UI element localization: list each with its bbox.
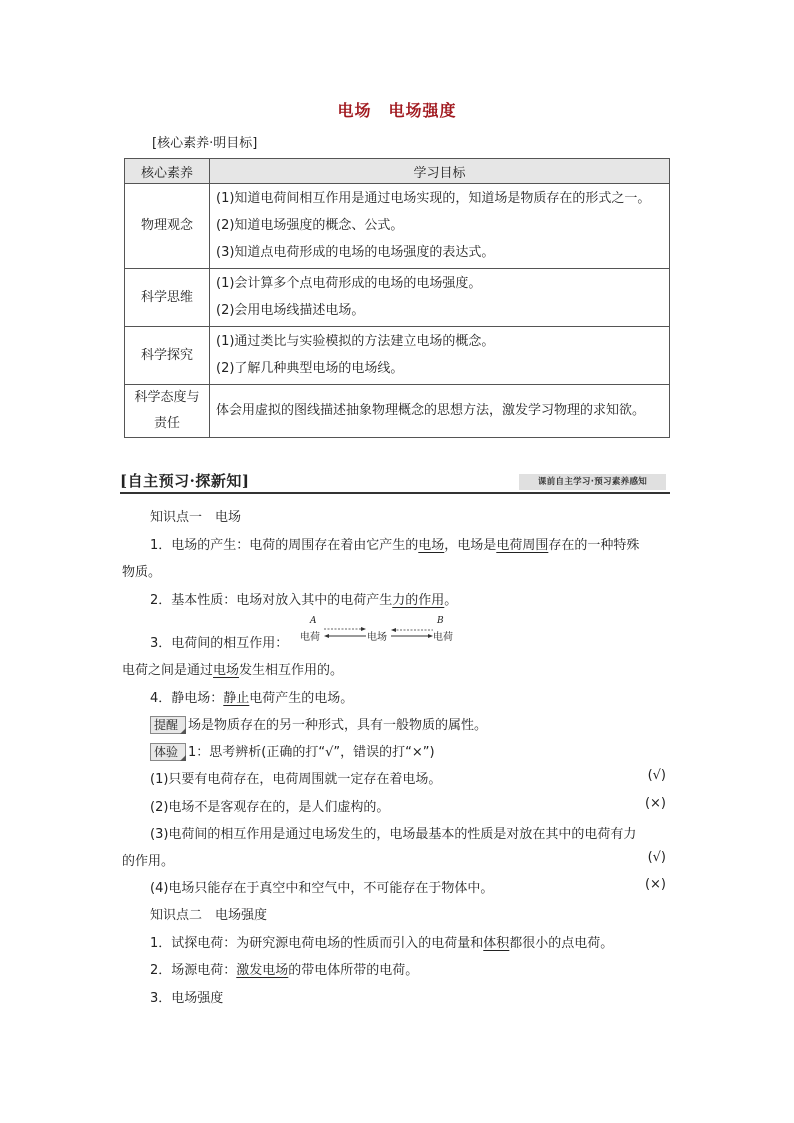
field-mid: 电场 <box>367 632 387 643</box>
kp2-item-3: 3．电场强度 <box>150 991 224 1006</box>
answer-mark: (×) <box>644 877 666 892</box>
answer-blank: 激发电场 <box>236 963 289 978</box>
experience-tag: 体验 <box>150 743 186 761</box>
text: 存在的一种特殊 <box>548 538 640 553</box>
text: 发生相互作用的。 <box>239 663 344 678</box>
answer-mark: (√) <box>647 768 666 783</box>
experience-text: 1：思考辨析(正确的打“√”，错误的打“×”) <box>188 745 435 760</box>
text: 1．试探电荷：为研究源电荷电场的性质而引入的电荷量和 <box>150 936 484 951</box>
kp1-item-3-cont <box>122 659 670 678</box>
question-4 <box>122 877 670 896</box>
text: ，电场是 <box>444 538 497 553</box>
goal-item: (1)通过类比与实验模拟的方法建立电场的概念。 <box>216 334 495 349</box>
kp1-item-2 <box>122 589 670 608</box>
tip-text: 场是物质存在的另一种形式，具有一般物质的属性。 <box>188 718 488 733</box>
goal-item: 体会用虚拟的图线描述抽象物理概念的思想方法，激发学习物理的求知欲。 <box>216 403 646 418</box>
literacy-name: 科学思维 <box>125 269 210 327</box>
question-1 <box>122 768 670 787</box>
literacy-name: 物理观念 <box>125 184 210 269</box>
answer-blank: 静止 <box>223 691 250 706</box>
table-header-row <box>125 159 670 184</box>
text: 2．场源电荷： <box>150 963 237 978</box>
section-tag: 课前自主学习·预习素养感知 <box>519 474 666 490</box>
answer-blank: 电场 <box>418 538 445 553</box>
core-literacy-label: [核心素养·明目标] <box>152 136 258 151</box>
question-text: (2)电场不是客观存在的，是人们虚构的。 <box>150 800 390 815</box>
text: 都很小的点电荷。 <box>509 936 614 951</box>
goal-cell <box>210 184 670 269</box>
text: 的带电体所带的电荷。 <box>288 963 419 978</box>
page-title: 电场 电场强度 <box>337 101 457 120</box>
charge-left: 电荷 <box>300 632 320 643</box>
table-row <box>125 385 670 438</box>
question-text: (4)电场只能存在于真空中和空气中，不可能存在于物体中。 <box>150 881 494 896</box>
tip-line <box>122 714 670 734</box>
answer-blank: 体积 <box>483 936 510 951</box>
text: 1．电场的产生：电荷的周围存在着由它产生的 <box>150 538 419 553</box>
learning-goals-table <box>124 158 670 438</box>
question-2 <box>122 796 670 815</box>
arrows-right-icon <box>389 624 435 642</box>
text: 电荷之间是通过 <box>122 663 214 678</box>
question-text: 的作用。 <box>122 854 175 869</box>
answer-blank: 电荷周围 <box>496 538 549 553</box>
kp2-item-2 <box>122 959 670 978</box>
answer-mark: (×) <box>644 796 666 811</box>
table-row <box>125 327 670 385</box>
arrows-left-icon <box>322 624 368 642</box>
goal-item: (2)会用电场线描述电场。 <box>216 303 365 318</box>
experience-line <box>122 741 670 761</box>
answer-blank: 力的作用 <box>392 593 445 608</box>
table-row <box>125 184 670 269</box>
charge-b-label: B <box>437 616 444 626</box>
text: 4．静电场： <box>150 691 224 706</box>
table-header: 核心素养 <box>125 159 210 184</box>
literacy-name: 科学探究 <box>125 327 210 385</box>
kp1-item-1-cont: 物质。 <box>122 565 162 580</box>
goal-cell <box>210 385 670 438</box>
goal-cell <box>210 327 670 385</box>
goal-item: (1)会计算多个点电荷形成的电场的电场强度。 <box>216 276 482 291</box>
interaction-diagram <box>300 616 460 646</box>
table-header: 学习目标 <box>210 159 670 184</box>
kp1-item-1 <box>122 534 670 553</box>
section-title: [自主预习·探新知] <box>120 472 250 490</box>
table-row <box>125 269 670 327</box>
charge-right: 电荷 <box>433 632 453 643</box>
kp2-item-1 <box>122 932 670 951</box>
literacy-name: 科学态度与责任 <box>125 385 210 438</box>
charge-a-label: A <box>310 616 317 626</box>
text: 电荷产生的电场。 <box>249 691 354 706</box>
kp1-item-3: 3．电荷间的相互作用： <box>150 636 289 651</box>
question-text: (1)只要有电荷存在，电荷周围就一定存在着电场。 <box>150 772 442 787</box>
kp2-heading: 知识点二 电场强度 <box>150 908 268 923</box>
question-3-cont <box>122 850 670 869</box>
answer-blank: 电场 <box>213 663 240 678</box>
goal-item: (2)了解几种典型电场的电场线。 <box>216 361 404 376</box>
goal-cell <box>210 269 670 327</box>
tip-tag: 提醒 <box>150 716 186 734</box>
goal-item: (3)知道点电荷形成的电场的电场强度的表达式。 <box>216 245 495 260</box>
question-3: (3)电荷间的相互作用是通过电场发生的，电场最基本的性质是对放在其中的电荷有力 <box>150 827 637 842</box>
answer-mark: (√) <box>647 850 666 865</box>
text: 2．基本性质：电场对放入其中的电荷产生 <box>150 593 393 608</box>
text: 。 <box>444 593 458 608</box>
kp1-heading: 知识点一 电场 <box>150 510 242 525</box>
goal-item: (2)知道电场强度的概念、公式。 <box>216 218 404 233</box>
kp1-item-4 <box>122 687 670 706</box>
goal-item: (1)知道电荷间相互作用是通过电场实现的，知道场是物质存在的形式之一。 <box>216 191 651 206</box>
